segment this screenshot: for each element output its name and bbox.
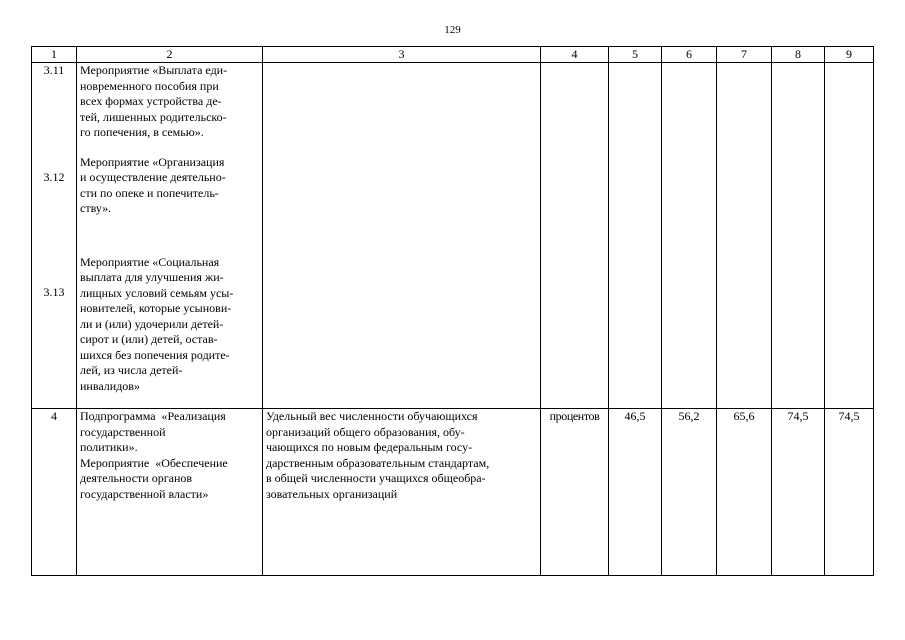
- text-line: государственной власти»: [80, 486, 209, 501]
- text-line: выплата для улучшения жи-: [80, 270, 224, 284]
- value-cell: 74,5: [772, 409, 825, 576]
- indicator-cell: [263, 409, 541, 576]
- text-line: Мероприятие «Выплата еди-: [80, 63, 228, 77]
- program-table: [31, 46, 874, 576]
- text-line: деятельности органов: [80, 471, 193, 485]
- text-line: и осуществление деятельно-: [80, 170, 226, 184]
- text-line: зовательных организаций: [266, 486, 398, 501]
- text-line: Подпрограмма «Реализация: [80, 409, 226, 423]
- text-line: Мероприятие «Социальная: [80, 254, 220, 269]
- text-line: лищных условий семьям усы-: [80, 285, 234, 300]
- text-line: ли и (или) удочерили детей-: [80, 316, 224, 331]
- value-cell: 74,5: [825, 409, 874, 576]
- text-line: в общей численности учащихся общеобра-: [266, 471, 486, 485]
- units-cell-empty: [541, 63, 609, 409]
- column-header: 2: [77, 47, 263, 63]
- text-line: организаций общего образования, обу-: [266, 424, 465, 439]
- activity-3-11: [80, 63, 259, 141]
- text-line: инвалидов»: [80, 378, 140, 393]
- activity-cell: [77, 63, 263, 409]
- value-cell-empty: [772, 63, 825, 409]
- text-line: политики».: [80, 440, 138, 454]
- text-line: лей, из числа детей-: [80, 363, 183, 377]
- text-line: дарственным образовательным стандартам,: [266, 455, 490, 470]
- value-cell-empty: [662, 63, 717, 409]
- row-number: 3.12: [43, 169, 65, 184]
- value-cell: 56,2: [662, 409, 717, 576]
- units-cell: процентов: [541, 409, 609, 576]
- text-line: тей, лишенных родительско-: [80, 109, 227, 124]
- indicator-cell-empty: [263, 63, 541, 409]
- value-cell-empty: [717, 63, 772, 409]
- text-line: чающихся по новым федеральным госу-: [266, 440, 473, 454]
- text-line: сти по опеке и попечитель-: [80, 185, 219, 200]
- column-header: 5: [609, 47, 662, 63]
- text-line: всех формах устройства де-: [80, 94, 222, 108]
- activity-3-12: [80, 155, 259, 217]
- text-line: го попечения, в семью».: [80, 125, 204, 139]
- value-cell-empty: [609, 63, 662, 409]
- text-line: Удельный вес численности обучающихся: [266, 409, 478, 423]
- column-header: 9: [825, 47, 874, 63]
- column-header: 4: [541, 47, 609, 63]
- column-header: 3: [263, 47, 541, 63]
- text-line: новременного пособия при: [80, 78, 219, 93]
- table-row: [32, 409, 874, 576]
- column-header: 6: [662, 47, 717, 63]
- text-line: Мероприятие «Обеспечение: [80, 455, 228, 470]
- text-line: ству».: [80, 201, 112, 215]
- text-line: шихся без попечения родите-: [80, 347, 230, 362]
- page-number: 129: [444, 24, 461, 36]
- value-cell-empty: [825, 63, 874, 409]
- column-header: 1: [32, 47, 77, 63]
- table-row: [32, 63, 874, 409]
- text-line: сирот и (или) детей, остав-: [80, 332, 218, 346]
- row-numbers-cell: [32, 63, 77, 409]
- subprogram-cell: [77, 409, 263, 576]
- text-line: государственной: [80, 424, 166, 439]
- row-number: 3.11: [43, 63, 65, 77]
- row-number: 4: [32, 409, 77, 576]
- value-cell: 46,5: [609, 409, 662, 576]
- header-row: [32, 47, 874, 63]
- column-header: 7: [717, 47, 772, 63]
- row-number: 3.13: [43, 285, 65, 299]
- value-cell: 65,6: [717, 409, 772, 576]
- activity-3-13: [80, 255, 259, 395]
- column-header: 8: [772, 47, 825, 63]
- text-line: Мероприятие «Организация: [80, 154, 225, 169]
- text-line: новителей, которые усынови-: [80, 301, 232, 315]
